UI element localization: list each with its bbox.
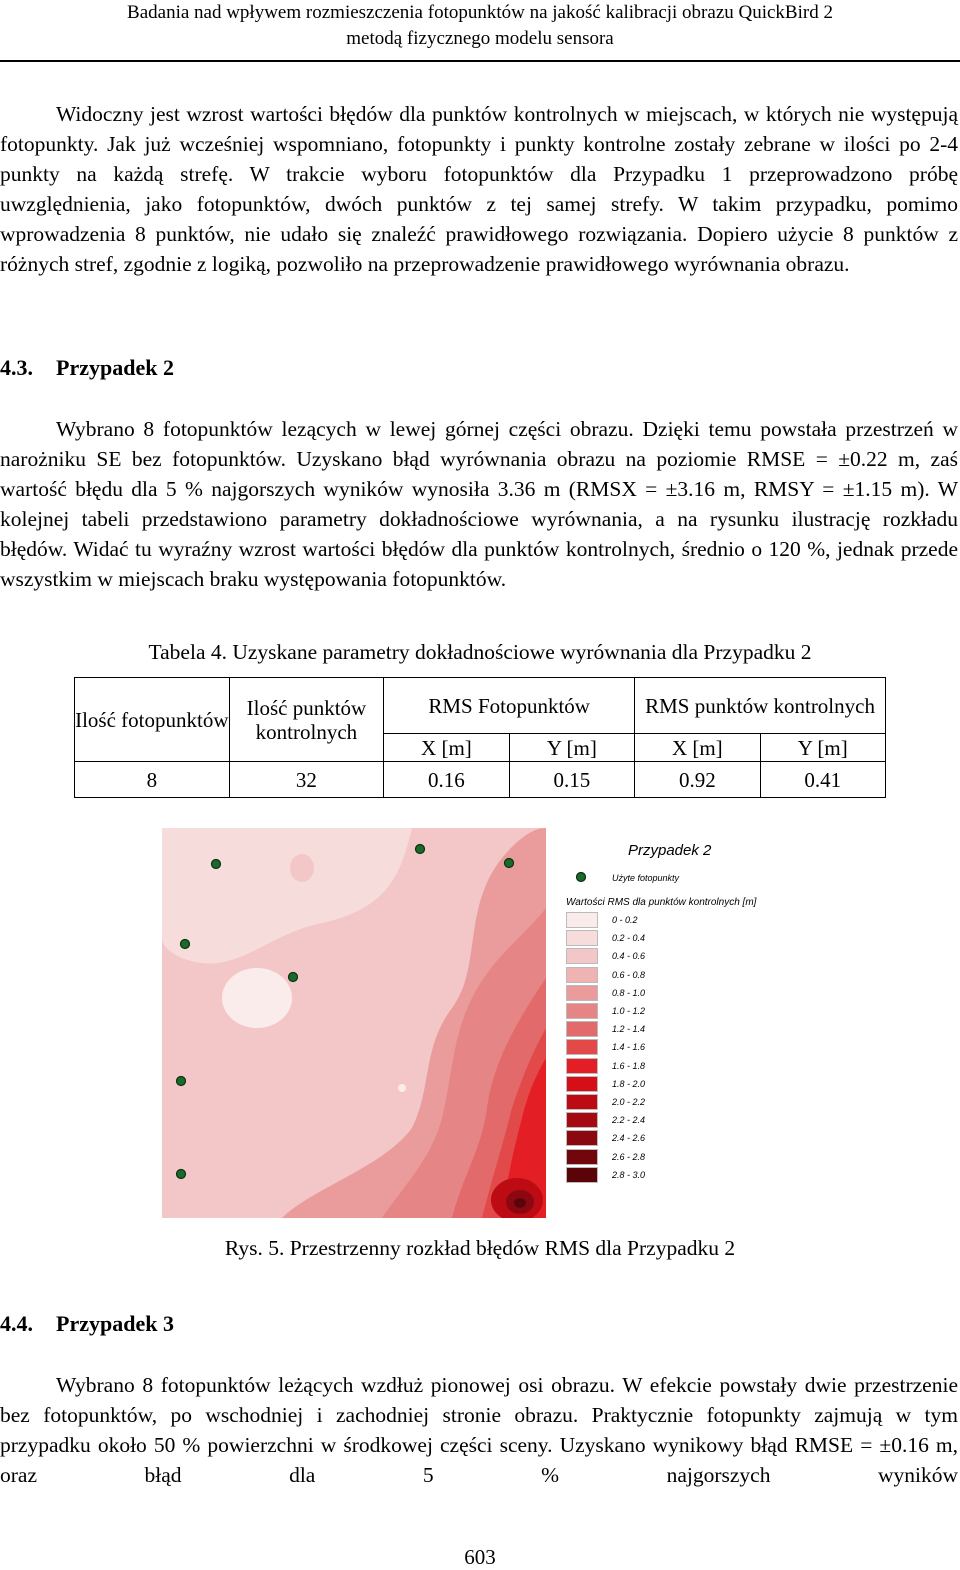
paragraph-3-text: Wybrano 8 fotopunktów leżących wzdłuż pionowej osi obrazu. W efekcie powstały dwie przestrzenie bez fotopunktów, po wschodniej i zachodniej stronie obrazu. Praktycznie fotopunkty zajmują w tym przypadku około 50 % powierzchni w środkowej części sceny. Uzyskano wynikowy błąd RMSE = ±0.16 m, oraz błąd dla 5 % najgorszych wyników — [0, 1373, 958, 1487]
legend-swatch — [566, 912, 598, 928]
paragraph-2 — [0, 414, 958, 594]
section-heading-4-4 — [0, 1311, 174, 1337]
cell-rms-cp-x: 0.92 — [635, 762, 760, 798]
legend-class-label: 0.8 - 1.0 — [612, 987, 646, 998]
legend-class-label: 1.6 - 1.8 — [612, 1060, 646, 1071]
legend-class-label: 0.6 - 0.8 — [612, 969, 646, 980]
legend-swatch — [566, 1130, 598, 1146]
subheader-cp-y: Y [m] — [760, 734, 885, 762]
subheader-cp-x: X [m] — [635, 734, 760, 762]
section-title: Przypadek 2 — [56, 355, 174, 380]
legend-class-label: 1.8 - 2.0 — [612, 1078, 646, 1089]
table-row — [75, 762, 886, 798]
legend-swatch — [566, 1039, 598, 1055]
legend-class-label: 2.6 - 2.8 — [612, 1151, 646, 1162]
subheader-gcp-x: X [m] — [384, 734, 509, 762]
legend-swatch — [566, 1112, 598, 1128]
header-line-1: Badania nad wpływem rozmieszczenia fotopunktów na jakość kalibracji obrazu QuickBird 2 — [127, 2, 833, 23]
table-caption: Tabela 4. Uzyskane parametry dokładnościowe wyrównania dla Przypadku 2 — [148, 640, 812, 664]
header-rms-gcp: RMS Fotopunktów — [384, 678, 635, 734]
legend-swatch — [566, 1094, 598, 1110]
map-legend — [562, 826, 802, 1218]
cell-count-gcp: 8 — [75, 762, 230, 798]
legend-swatch — [566, 1021, 598, 1037]
page-number: 603 — [464, 1545, 496, 1569]
section-heading-4-3 — [0, 355, 174, 381]
legend-swatch — [566, 1058, 598, 1074]
cell-rms-gcp-y: 0.15 — [509, 762, 634, 798]
legend-class-label: 2.0 - 2.2 — [612, 1097, 646, 1107]
rms-error-map — [162, 828, 546, 1218]
legend-swatch — [566, 1076, 598, 1092]
section-title: Przypadek 3 — [56, 1311, 174, 1336]
accuracy-table — [74, 677, 886, 798]
paragraph-1-text: Widoczny jest wzrost wartości błędów dla punktów kontrolnych w miejscach, w których nie występują fotopunkty. Jak już wcześniej wspomniano, fotopunkty i punkty kontrolne zostały zebrane w ilości po 2-4 punkty na każdą strefę. W trakcie wyboru fotopunktów dla Przypadku 1 przeprowadzono próbę uwzględnienia, jako fotopunktów, dwóch punktów z tej samej strefy. W takim przypadku, pomimo wprowadzenia 8 punktów, nie udało się znaleźć prawidłowego rozwiązania. Dopiero użycie 8 punktów z różnych stref, zgodnie z logiką, pozwoliło na przeprowadzenie prawidłowego wyrównania obrazu. — [0, 102, 958, 276]
paragraph-3 — [0, 1370, 958, 1490]
subheader-gcp-y: Y [m] — [509, 734, 634, 762]
legend-class-label: 1.2 - 1.4 — [612, 1024, 646, 1035]
rms-legend-title: Wartości RMS dla punktów kontrolnych [m] — [566, 897, 757, 908]
cell-rms-cp-y: 0.41 — [760, 762, 885, 798]
header-count-cp: Ilość punktów kontrolnych — [229, 678, 384, 762]
legend-swatch — [566, 967, 598, 983]
legend-class-label: 0 - 0.2 — [612, 915, 638, 925]
legend-swatch — [566, 930, 598, 946]
legend-class-label: 1.0 - 1.2 — [612, 1006, 646, 1016]
header-line-2: metodą fizycznego modelu sensora — [346, 28, 614, 49]
legend-swatch — [566, 1003, 598, 1019]
legend-swatch — [566, 1149, 598, 1165]
section-number: 4.3. — [0, 355, 33, 380]
figure-caption: Rys. 5. Przestrzenny rozkład błędów RMS dla Przypadku 2 — [224, 1236, 736, 1260]
legend-class-label: 0.2 - 0.4 — [612, 933, 646, 944]
photopoint-legend-icon — [574, 870, 588, 884]
legend-class-label: 1.4 - 1.6 — [612, 1042, 646, 1053]
legend-class-label: 2.4 - 2.6 — [612, 1133, 646, 1144]
header-count-gcp: Ilość fotopunktów — [75, 678, 230, 762]
header-rms-cp: RMS punktów kontrolnych — [635, 678, 886, 734]
legend-swatch — [566, 1167, 598, 1183]
legend-class-label: 0.4 - 0.6 — [612, 951, 646, 962]
paragraph-2-text: Wybrano 8 fotopunktów lezących w lewej górnej części obrazu. Dzięki temu powstała przestrzeń w narożniku SE bez fotopunktów. Uzyskano błąd wyrównania obrazu na poziomie RMSE = ±0.22 m, zaś wartość błędu dla 5 % najgorszych wyników wynosiła 3.36 m (RMSX = ±3.16 m, RMSY = ±1.15 m). W kolejnej tabeli przedstawiono parametry dokładnościowe wyrównania, a na rysunku ilustrację rozkładu błędów. Widać tu wyraźny wzrost wartości błędów dla punktów kontrolnych, średnio o 120 %, jednak przede wszystkim w miejscach braku występowania fotopunktów. — [0, 417, 958, 591]
legend-title: Przypadek 2 — [628, 842, 712, 859]
legend-swatch — [566, 985, 598, 1001]
rms-figure — [162, 826, 802, 1220]
legend-swatch — [566, 948, 598, 964]
header-rule — [0, 60, 960, 62]
cell-rms-gcp-x: 0.16 — [384, 762, 509, 798]
section-number: 4.4. — [0, 1311, 33, 1336]
legend-class-label: 2.2 - 2.4 — [612, 1115, 646, 1126]
cell-count-cp: 32 — [229, 762, 384, 798]
running-header — [0, 0, 960, 52]
paragraph-1 — [0, 99, 958, 279]
legend-class-label: 2.8 - 3.0 — [612, 1169, 646, 1180]
photopoints-label: Użyte fotopunkty — [612, 873, 680, 883]
